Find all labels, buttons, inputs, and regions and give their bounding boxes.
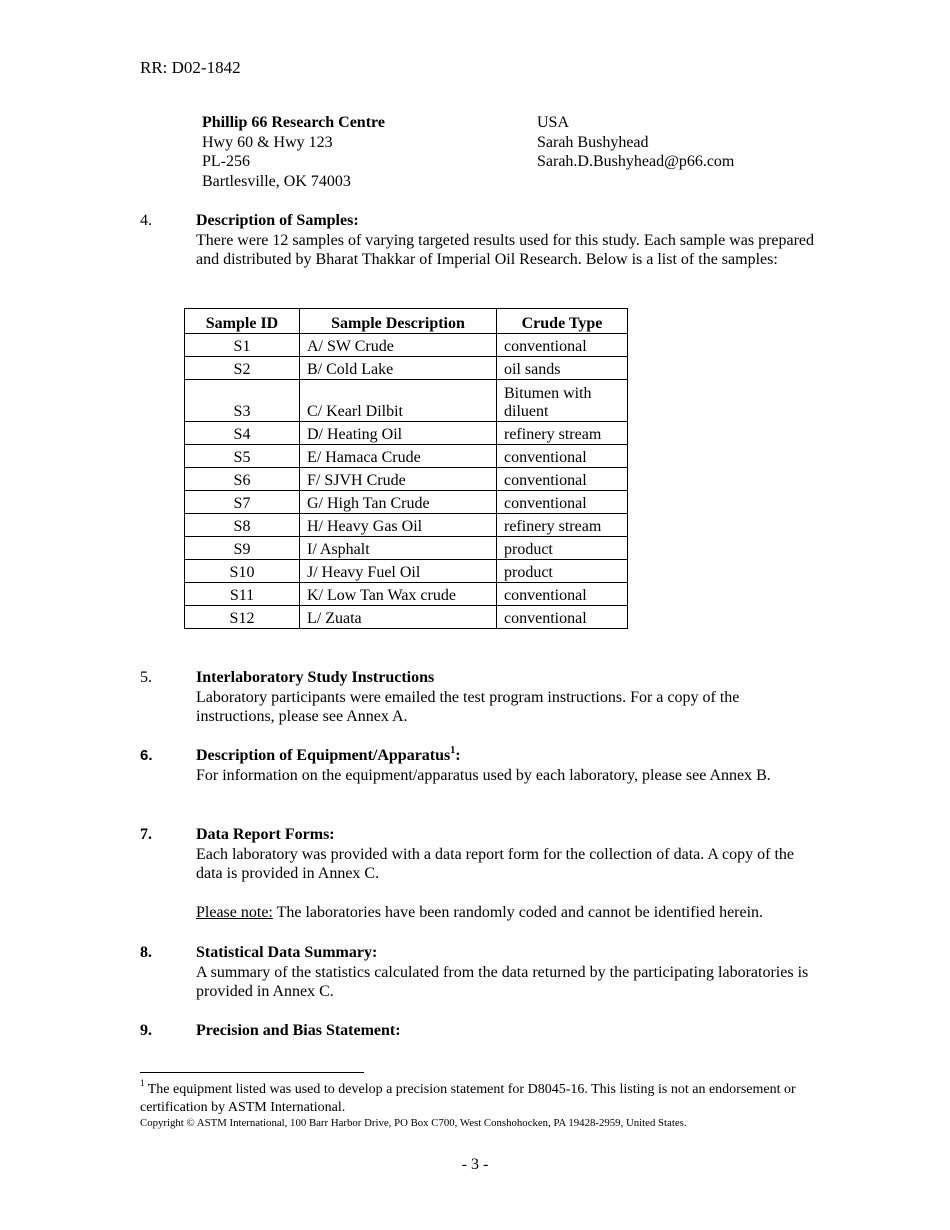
- sample-id: S7: [185, 491, 300, 514]
- report-id: RR: D02-1842: [140, 58, 241, 77]
- table-row: [185, 491, 628, 514]
- crude-type: refinery stream: [497, 422, 628, 445]
- section-text: A summary of the statistics calculated from the data returned by the participating laboratories is provided in Annex C.: [196, 963, 809, 1000]
- crude-type: product: [497, 537, 628, 560]
- address-line: Bartlesville, OK 74003: [202, 172, 351, 190]
- address-left: [202, 113, 385, 191]
- sample-id: S11: [185, 583, 300, 606]
- crude-type: conventional: [497, 606, 628, 629]
- samples-table: [184, 308, 628, 629]
- contact-name: Sarah Bushyhead: [537, 133, 649, 151]
- sample-description: E/ Hamaca Crude: [300, 445, 497, 468]
- contact-email: Sarah.D.Bushyhead@p66.com: [537, 153, 735, 170]
- section-text: There were 12 samples of varying targeted results used for this study. Each sample was prepared and distributed by Bharat Thakkar of Imperial Oil Research. Below is a list of the samples:: [196, 231, 815, 268]
- footnote: [140, 1078, 800, 1117]
- footnote-reference: 1: [450, 744, 456, 756]
- section-text: For information on the equipment/apparatus used by each laboratory, please see Annex B.: [196, 766, 771, 784]
- table-row: [185, 380, 628, 422]
- note-text: The laboratories have been randomly coded and cannot be identified herein.: [272, 904, 764, 921]
- section-number: 9.: [140, 1022, 152, 1039]
- crude-type: conventional: [497, 583, 628, 606]
- sample-id: S4: [185, 422, 300, 445]
- section-number: 7.: [140, 826, 152, 843]
- section-title: Statistical Data Summary:: [196, 944, 378, 961]
- crude-type: Bitumen with diluent: [497, 380, 628, 422]
- crude-type: product: [497, 560, 628, 583]
- organization-name: Phillip 66 Research Centre: [202, 114, 385, 131]
- sample-description: K/ Low Tan Wax crude: [300, 583, 497, 606]
- sample-description: B/ Cold Lake: [300, 357, 497, 380]
- crude-type: refinery stream: [497, 514, 628, 537]
- section-title: Description of Samples:: [196, 212, 359, 229]
- address-country: USA: [537, 114, 570, 131]
- table-row: [185, 357, 628, 380]
- table-header-row: [185, 309, 628, 334]
- sample-id: S1: [185, 334, 300, 357]
- crude-type: conventional: [497, 334, 628, 357]
- footnote-divider: [140, 1072, 364, 1073]
- sample-description: A/ SW Crude: [300, 334, 497, 357]
- sample-id: S3: [185, 380, 300, 422]
- note-label: Please note:: [196, 904, 273, 921]
- sample-id: S5: [185, 445, 300, 468]
- table-row: [185, 560, 628, 583]
- section-title: Precision and Bias Statement:: [196, 1022, 401, 1039]
- table-row: [185, 334, 628, 357]
- page-number: - 3 -: [461, 1156, 489, 1173]
- copyright-notice: Copyright © ASTM International, 100 Barr Harbor Drive, PO Box C700, West Conshohocken, PA 19428-2959, United States.: [140, 1117, 687, 1129]
- table-row: [185, 537, 628, 560]
- sample-description: L/ Zuata: [300, 606, 497, 629]
- section-title: Description of Equipment/Apparatus$^1$:: [196, 744, 461, 764]
- table-row: [185, 606, 628, 629]
- sample-id: S6: [185, 468, 300, 491]
- footnote-text: The equipment listed was used to develop a precision statement for D8045-16. This listing is not an endorsement or certification by ASTM International.: [140, 1082, 796, 1115]
- sample-description: H/ Heavy Gas Oil: [300, 514, 497, 537]
- sample-id: S8: [185, 514, 300, 537]
- sample-id: S10: [185, 560, 300, 583]
- sample-description: C/ Kearl Dilbit: [300, 380, 497, 422]
- sample-description: I/ Asphalt: [300, 537, 497, 560]
- sample-description: D/ Heating Oil: [300, 422, 497, 445]
- section-title: Data Report Forms:: [196, 826, 335, 843]
- footnote-marker: 1: [140, 1078, 145, 1089]
- sample-id: S2: [185, 357, 300, 380]
- section-number: 8.: [140, 944, 152, 961]
- column-header: Sample ID: [185, 309, 300, 334]
- section-number: 6.: [140, 747, 153, 764]
- table-row: [185, 514, 628, 537]
- section-text: Each laboratory was provided with a data report form for the collection of data. A copy of the data is provided in Annex C.: [196, 845, 795, 882]
- sample-description: G/ High Tan Crude: [300, 491, 497, 514]
- column-header: Sample Description: [300, 309, 497, 334]
- address-line: Hwy 60 & Hwy 123: [202, 133, 333, 151]
- crude-type: conventional: [497, 445, 628, 468]
- crude-type: oil sands: [497, 357, 628, 380]
- column-header: Crude Type: [497, 309, 628, 334]
- table-row: [185, 422, 628, 445]
- section-number: 5.: [140, 669, 152, 686]
- table-row: [185, 468, 628, 491]
- sample-id: S9: [185, 537, 300, 560]
- table-row: [185, 445, 628, 468]
- section-text: Laboratory participants were emailed the test program instructions. For a copy of the instructions, please see Annex A.: [196, 688, 740, 725]
- sample-description: J/ Heavy Fuel Oil: [300, 560, 497, 583]
- address-line: PL-256: [202, 153, 250, 170]
- sample-description: F/ SJVH Crude: [300, 468, 497, 491]
- section-note: [196, 903, 820, 923]
- table-row: [185, 583, 628, 606]
- crude-type: conventional: [497, 491, 628, 514]
- section-title: Interlaboratory Study Instructions: [196, 669, 435, 686]
- sample-id: S12: [185, 606, 300, 629]
- section-number: 4.: [140, 212, 152, 229]
- crude-type: conventional: [497, 468, 628, 491]
- address-right: [537, 113, 734, 172]
